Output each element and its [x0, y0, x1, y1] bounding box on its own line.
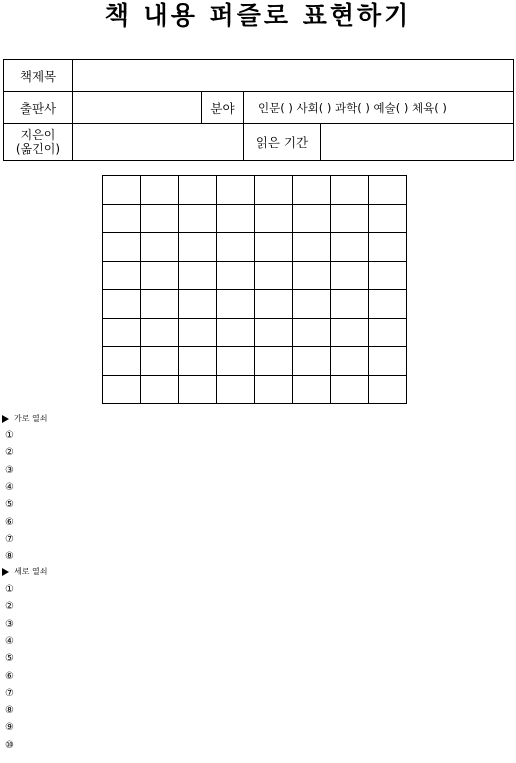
grid-cell[interactable]	[103, 347, 141, 376]
down-clue-item[interactable]: ⑩	[5, 739, 14, 751]
grid-cell[interactable]	[141, 261, 179, 290]
grid-cell[interactable]	[369, 261, 407, 290]
grid-row	[103, 176, 407, 205]
grid-cell[interactable]	[369, 375, 407, 404]
grid-row	[103, 233, 407, 262]
crossword-grid	[102, 175, 407, 404]
book-title-label: 책제목	[4, 60, 73, 92]
author-label	[4, 124, 73, 161]
across-heading	[2, 413, 47, 424]
publisher-label: 출판사	[4, 92, 73, 124]
grid-cell[interactable]	[255, 318, 293, 347]
grid-cell[interactable]	[217, 176, 255, 205]
across-clue-item[interactable]: ⑧	[5, 551, 14, 563]
publisher-row	[4, 92, 514, 124]
across-clue-item[interactable]: ⑦	[5, 533, 14, 545]
grid-cell[interactable]	[293, 347, 331, 376]
grid-cell[interactable]	[293, 204, 331, 233]
grid-row	[103, 204, 407, 233]
triangle-bullet-icon	[2, 568, 9, 576]
grid-cell[interactable]	[179, 261, 217, 290]
book-title-row	[4, 60, 514, 92]
grid-cell[interactable]	[179, 204, 217, 233]
grid-cell[interactable]	[141, 375, 179, 404]
grid-cell[interactable]	[255, 290, 293, 319]
across-clue-item[interactable]: ⑤	[5, 499, 14, 511]
grid-cell[interactable]	[103, 318, 141, 347]
grid-cell[interactable]	[293, 375, 331, 404]
down-clue-item[interactable]: ⑧	[5, 705, 14, 717]
grid-cell[interactable]	[217, 233, 255, 262]
grid-cell[interactable]	[255, 347, 293, 376]
grid-cell[interactable]	[103, 375, 141, 404]
grid-row	[103, 290, 407, 319]
grid-cell[interactable]	[141, 290, 179, 319]
grid-cell[interactable]	[103, 176, 141, 205]
grid-cell[interactable]	[331, 261, 369, 290]
down-clue-item[interactable]: ③	[5, 618, 14, 630]
grid-cell[interactable]	[255, 233, 293, 262]
grid-cell[interactable]	[293, 290, 331, 319]
field-label: 분야	[202, 92, 244, 124]
down-clue-item[interactable]: ②	[5, 601, 14, 613]
across-heading-text: 가로 열쇠	[14, 414, 48, 423]
down-clue-item[interactable]: ⑨	[5, 722, 14, 734]
grid-cell[interactable]	[179, 318, 217, 347]
across-clue-item[interactable]: ③	[5, 464, 14, 476]
grid-cell[interactable]	[369, 233, 407, 262]
down-clue-item[interactable]: ④	[5, 635, 14, 647]
grid-row	[103, 347, 407, 376]
grid-cell[interactable]	[179, 233, 217, 262]
reading-period-label: 읽은 기간	[244, 124, 321, 161]
author-row	[4, 124, 514, 161]
grid-cell[interactable]	[331, 318, 369, 347]
down-heading-text: 세로 열쇠	[14, 567, 48, 576]
grid-row	[103, 375, 407, 404]
reading-period-field[interactable]	[321, 124, 514, 161]
grid-cell[interactable]	[217, 261, 255, 290]
down-clue-item[interactable]: ⑦	[5, 687, 14, 699]
grid-cell[interactable]	[217, 347, 255, 376]
grid-cell[interactable]	[141, 347, 179, 376]
grid-cell[interactable]	[369, 290, 407, 319]
author-field[interactable]	[73, 124, 244, 161]
grid-cell[interactable]	[331, 176, 369, 205]
grid-cell[interactable]	[255, 204, 293, 233]
grid-cell[interactable]	[331, 290, 369, 319]
grid-cell[interactable]	[369, 204, 407, 233]
across-clue-item[interactable]: ①	[5, 430, 14, 441]
grid-cell[interactable]	[255, 176, 293, 205]
grid-cell[interactable]	[141, 204, 179, 233]
grid-row	[103, 318, 407, 347]
grid-cell[interactable]	[331, 233, 369, 262]
page-title: 책 내용 퍼즐로 표현하기	[104, 1, 412, 30]
grid-cell[interactable]	[369, 318, 407, 347]
across-clue-item[interactable]: ④	[5, 481, 14, 493]
across-clue-item[interactable]: ②	[5, 447, 14, 459]
grid-cell[interactable]	[217, 204, 255, 233]
triangle-bullet-icon	[2, 415, 9, 423]
book-info-table	[3, 59, 514, 161]
grid-cell[interactable]	[217, 318, 255, 347]
down-clue-item[interactable]: ①	[5, 584, 14, 595]
down-heading	[2, 566, 47, 577]
grid-cell[interactable]	[179, 347, 217, 376]
grid-row	[103, 261, 407, 290]
grid-cell[interactable]	[217, 375, 255, 404]
grid-cell[interactable]	[293, 233, 331, 262]
across-clue-item[interactable]: ⑥	[5, 516, 14, 528]
grid-cell[interactable]	[293, 176, 331, 205]
grid-cell[interactable]	[179, 375, 217, 404]
grid-cell[interactable]	[103, 233, 141, 262]
grid-cell[interactable]	[103, 290, 141, 319]
publisher-field[interactable]	[73, 92, 202, 124]
grid-cell[interactable]	[103, 261, 141, 290]
grid-cell[interactable]	[217, 290, 255, 319]
grid-cell[interactable]	[331, 375, 369, 404]
grid-cell[interactable]	[141, 233, 179, 262]
author-label-text: 지은이	[20, 128, 56, 142]
grid-cell[interactable]	[369, 176, 407, 205]
field-options[interactable]: 인문( ) 사회( ) 과학( ) 예술( ) 체육( )	[244, 92, 514, 124]
grid-cell[interactable]	[141, 176, 179, 205]
down-clue-item[interactable]: ⑤	[5, 653, 14, 665]
down-clue-item[interactable]: ⑥	[5, 670, 14, 682]
grid-cell[interactable]	[369, 347, 407, 376]
translator-label-text: (옮긴이)	[15, 142, 61, 156]
grid-cell[interactable]	[255, 375, 293, 404]
grid-cell[interactable]	[293, 261, 331, 290]
grid-cell[interactable]	[331, 204, 369, 233]
grid-cell[interactable]	[293, 318, 331, 347]
book-title-field[interactable]	[73, 60, 514, 92]
grid-cell[interactable]	[331, 347, 369, 376]
grid-cell[interactable]	[103, 204, 141, 233]
grid-cell[interactable]	[255, 261, 293, 290]
grid-cell[interactable]	[141, 318, 179, 347]
grid-cell[interactable]	[179, 290, 217, 319]
grid-cell[interactable]	[179, 176, 217, 205]
